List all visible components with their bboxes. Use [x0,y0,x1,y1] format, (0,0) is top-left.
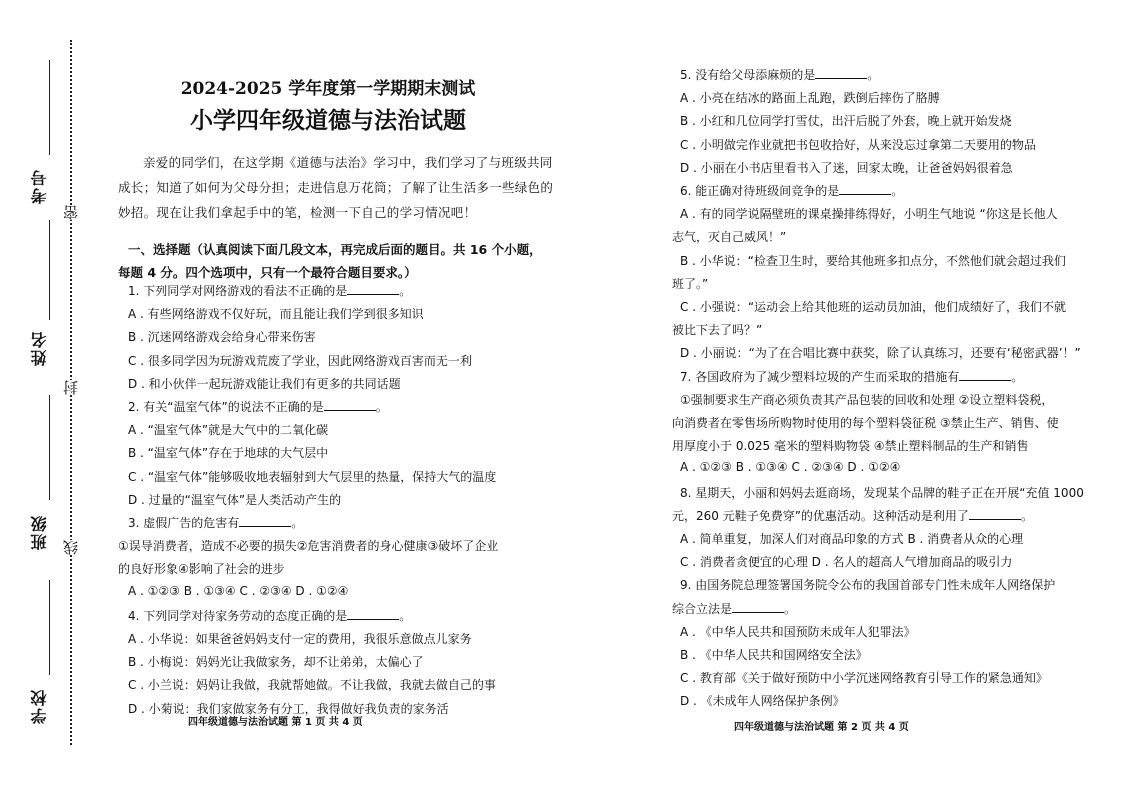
question-line: A . ①②③ B . ①③④ C . ②③④ D . ①②④ [680,460,901,475]
intro-line: 成长；知道了如何为父母分担；走进信息万花筒；了解了让生活多一些绿色的 [118,180,554,195]
question-line: D . 和小伙伴一起玩游戏能让我们有更多的共同话题 [128,376,401,391]
question-line: 3. 虚假广告的危害有 。 [128,516,304,530]
answer-blank [732,602,784,613]
answer-blank [969,509,1021,520]
answer-blank [347,609,399,620]
page-footer: 四年级道德与法治试题 第 2 页 共 4 页 [734,722,909,733]
section-heading: 每题 4 分。四个选项中，只有一个最符合题目要求。） [118,265,417,280]
question-line: 1. 下列同学对网络游戏的看法不正确的是 。 [128,284,412,298]
question-line: 综合立法是 。 [672,601,797,616]
question-line: 2. 有关“温室气体”的说法不正确的是 。 [128,400,388,414]
answer-blank [815,68,867,79]
question-line: ①强制要求生产商必须负责其产品包装的回收和处理 ②设立塑料袋税， [680,392,1054,407]
question-line: 向消费者在零售场所购物时使用的每个塑料袋征税 ③禁止生产、销售、使 [672,416,1059,430]
question-line: 志气，灭自己威风！” [672,230,787,245]
cut-mark-feng: 封 [62,380,80,395]
question-line: A . 《中华人民共和国预防未成年人犯罪法》 [680,624,916,639]
banji-line [49,395,50,500]
question-line: A . “温室气体”就是大气中的二氧化碳 [128,423,329,438]
intro-line: 妙招。现在让我们拿起手中的笔，检测一下自己的学习情况吧！ [118,205,477,220]
binding-margin [0,0,110,793]
question-line: C . 小强说：“运动会上给其他班的运动员加油，他们成绩好了，我们不就 [680,300,1067,314]
question-line: 5. 没有给父母添麻烦的是 。 [680,68,880,82]
question-line: 班了。” [672,276,709,291]
question-line: C . 消费者贪便宜的心理 D . 名人的超高人气增加商品的吸引力 [680,555,1013,570]
question-line: C . 小明做完作业就把书包收拾好，从来没忘过拿第二天要用的物品 [680,137,1036,152]
question-line: A . 有些网络游戏不仅好玩，而且能让我们学到很多知识 [128,307,424,322]
banji-label: 班级 [30,514,49,550]
exam-title: 小学四年级道德与法治试题 [190,108,466,134]
question-line: 的良好形象④影响了社会的进步 [118,562,285,577]
kaohao-label: 考号 [30,168,49,204]
cut-mark-xian: 线 [62,540,80,555]
question-line: ①误导消费者，造成不必要的损失②危害消费者的身心健康③破坏了企业 [118,539,499,554]
intro-paragraph [118,150,554,225]
question-line: B . 小梅说：妈妈光让我做家务，却不让弟弟，太偏心了 [128,655,424,670]
question-line: A . 小亮在结冰的路面上乱跑，跌倒后摔伤了胳膊 [680,91,940,106]
xuexiao-line [49,580,50,675]
question-line: C . 很多同学因为玩游戏荒废了学业，因此网络游戏百害而无一利 [128,353,472,368]
question-line: A . ①②③ B . ①③④ C . ②③④ D . ①②④ [128,583,349,598]
xuexiao-label: 学校 [30,688,49,724]
answer-blank [839,184,891,195]
question-line: D . 小菊说：我们家做家务有分工，我得做好我负责的家务活 [128,701,449,716]
intro-line: 亲爱的同学们，在这学期《道德与法治》学习中，我们学习了与班级共同 [143,155,553,170]
question-line: 6. 能正确对待班级间竞争的是 。 [680,184,904,198]
page-footer: 四年级道德与法治试题 第 1 页 共 4 页 [188,717,363,728]
answer-blank [324,400,376,411]
question-line: D . 小丽说：“为了在合唱比赛中获奖，除了认真练习，还要有‘秘密武器’！” [680,346,1081,361]
question-line: 8. 星期天，小丽和妈妈去逛商场，发现某个品牌的鞋子正在开展“充值 1000 [680,485,1084,500]
question-line: C . 教育部《关于做好预防中小学沉迷网络教育引导工作的紧急通知》 [680,671,1048,686]
xingming-label: 姓名 [30,330,49,366]
question-line: B . 沉迷网络游戏会给身心带来伤害 [128,330,316,345]
question-line: 被比下去了吗？” [672,323,763,338]
question-line: 元，260 元鞋子免费穿”的优惠活动。这种活动是利用了 。 [672,508,1033,523]
question-line: D . 小丽在小书店里看书入了迷，回家太晚，让爸爸妈妈很着急 [680,160,1013,175]
question-line: 4. 下列同学对待家务劳动的态度正确的是 。 [128,608,412,623]
question-line: A . 简单重复，加深人们对商品印象的方式 B . 消费者从众的心理 [680,532,1024,546]
question-line: 9. 由国务院总理签署国务院令公布的我国首部专门性未成年人网络保护 [680,578,1056,593]
answer-blank [239,516,291,527]
answer-blank [347,284,399,295]
question-line: D . 过量的“温室气体”是人类活动产生的 [128,492,342,507]
question-line: D . 《未成年人网络保护条例》 [680,694,845,709]
question-line: C . 小兰说：妈妈让我做，我就帮她做。不让我做，我就去做自己的事 [128,678,496,693]
answer-blank [959,370,1011,381]
xingming-line [49,220,50,320]
question-line: 用厚度小于 0.025 毫米的塑料购物袋 ④禁止塑料制品的生产和销售 [672,439,1029,454]
kaohao-line [49,60,50,155]
question-line: B . 小华说：“检查卫生时，要给其他班多扣点分，不然他们就会超过我们 [680,253,1066,268]
question-line: A . 有的同学说隔壁班的课桌操排练得好，小明生气地说 “你这是长他人 [680,207,1058,222]
question-line: C . “温室气体”能够吸收地表辐射到大气层里的热量，保持大气的温度 [128,469,497,484]
exam-subtitle: 2024-2025 学年度第一学期期末测试 [180,79,476,99]
cut-mark-mi: 密 [62,205,80,220]
question-line: B . 《中华人民共和国网络安全法》 [680,648,868,662]
question-line: B . 小红和几位同学打雪仗，出汗后脱了外套，晚上就开始发烧 [680,114,1012,129]
question-line: A . 小华说：如果爸爸妈妈支付一定的费用，我很乐意做点儿家务 [128,632,472,646]
question-line: 7. 各国政府为了减少塑料垃圾的产生而采取的措施有 。 [680,369,1024,384]
question-line: B . “温室气体”存在于地球的大气层中 [128,446,329,461]
section-heading: 一、选择题（认真阅读下面几段文本，再完成后面的题目。共 16 个小题， [128,242,542,257]
